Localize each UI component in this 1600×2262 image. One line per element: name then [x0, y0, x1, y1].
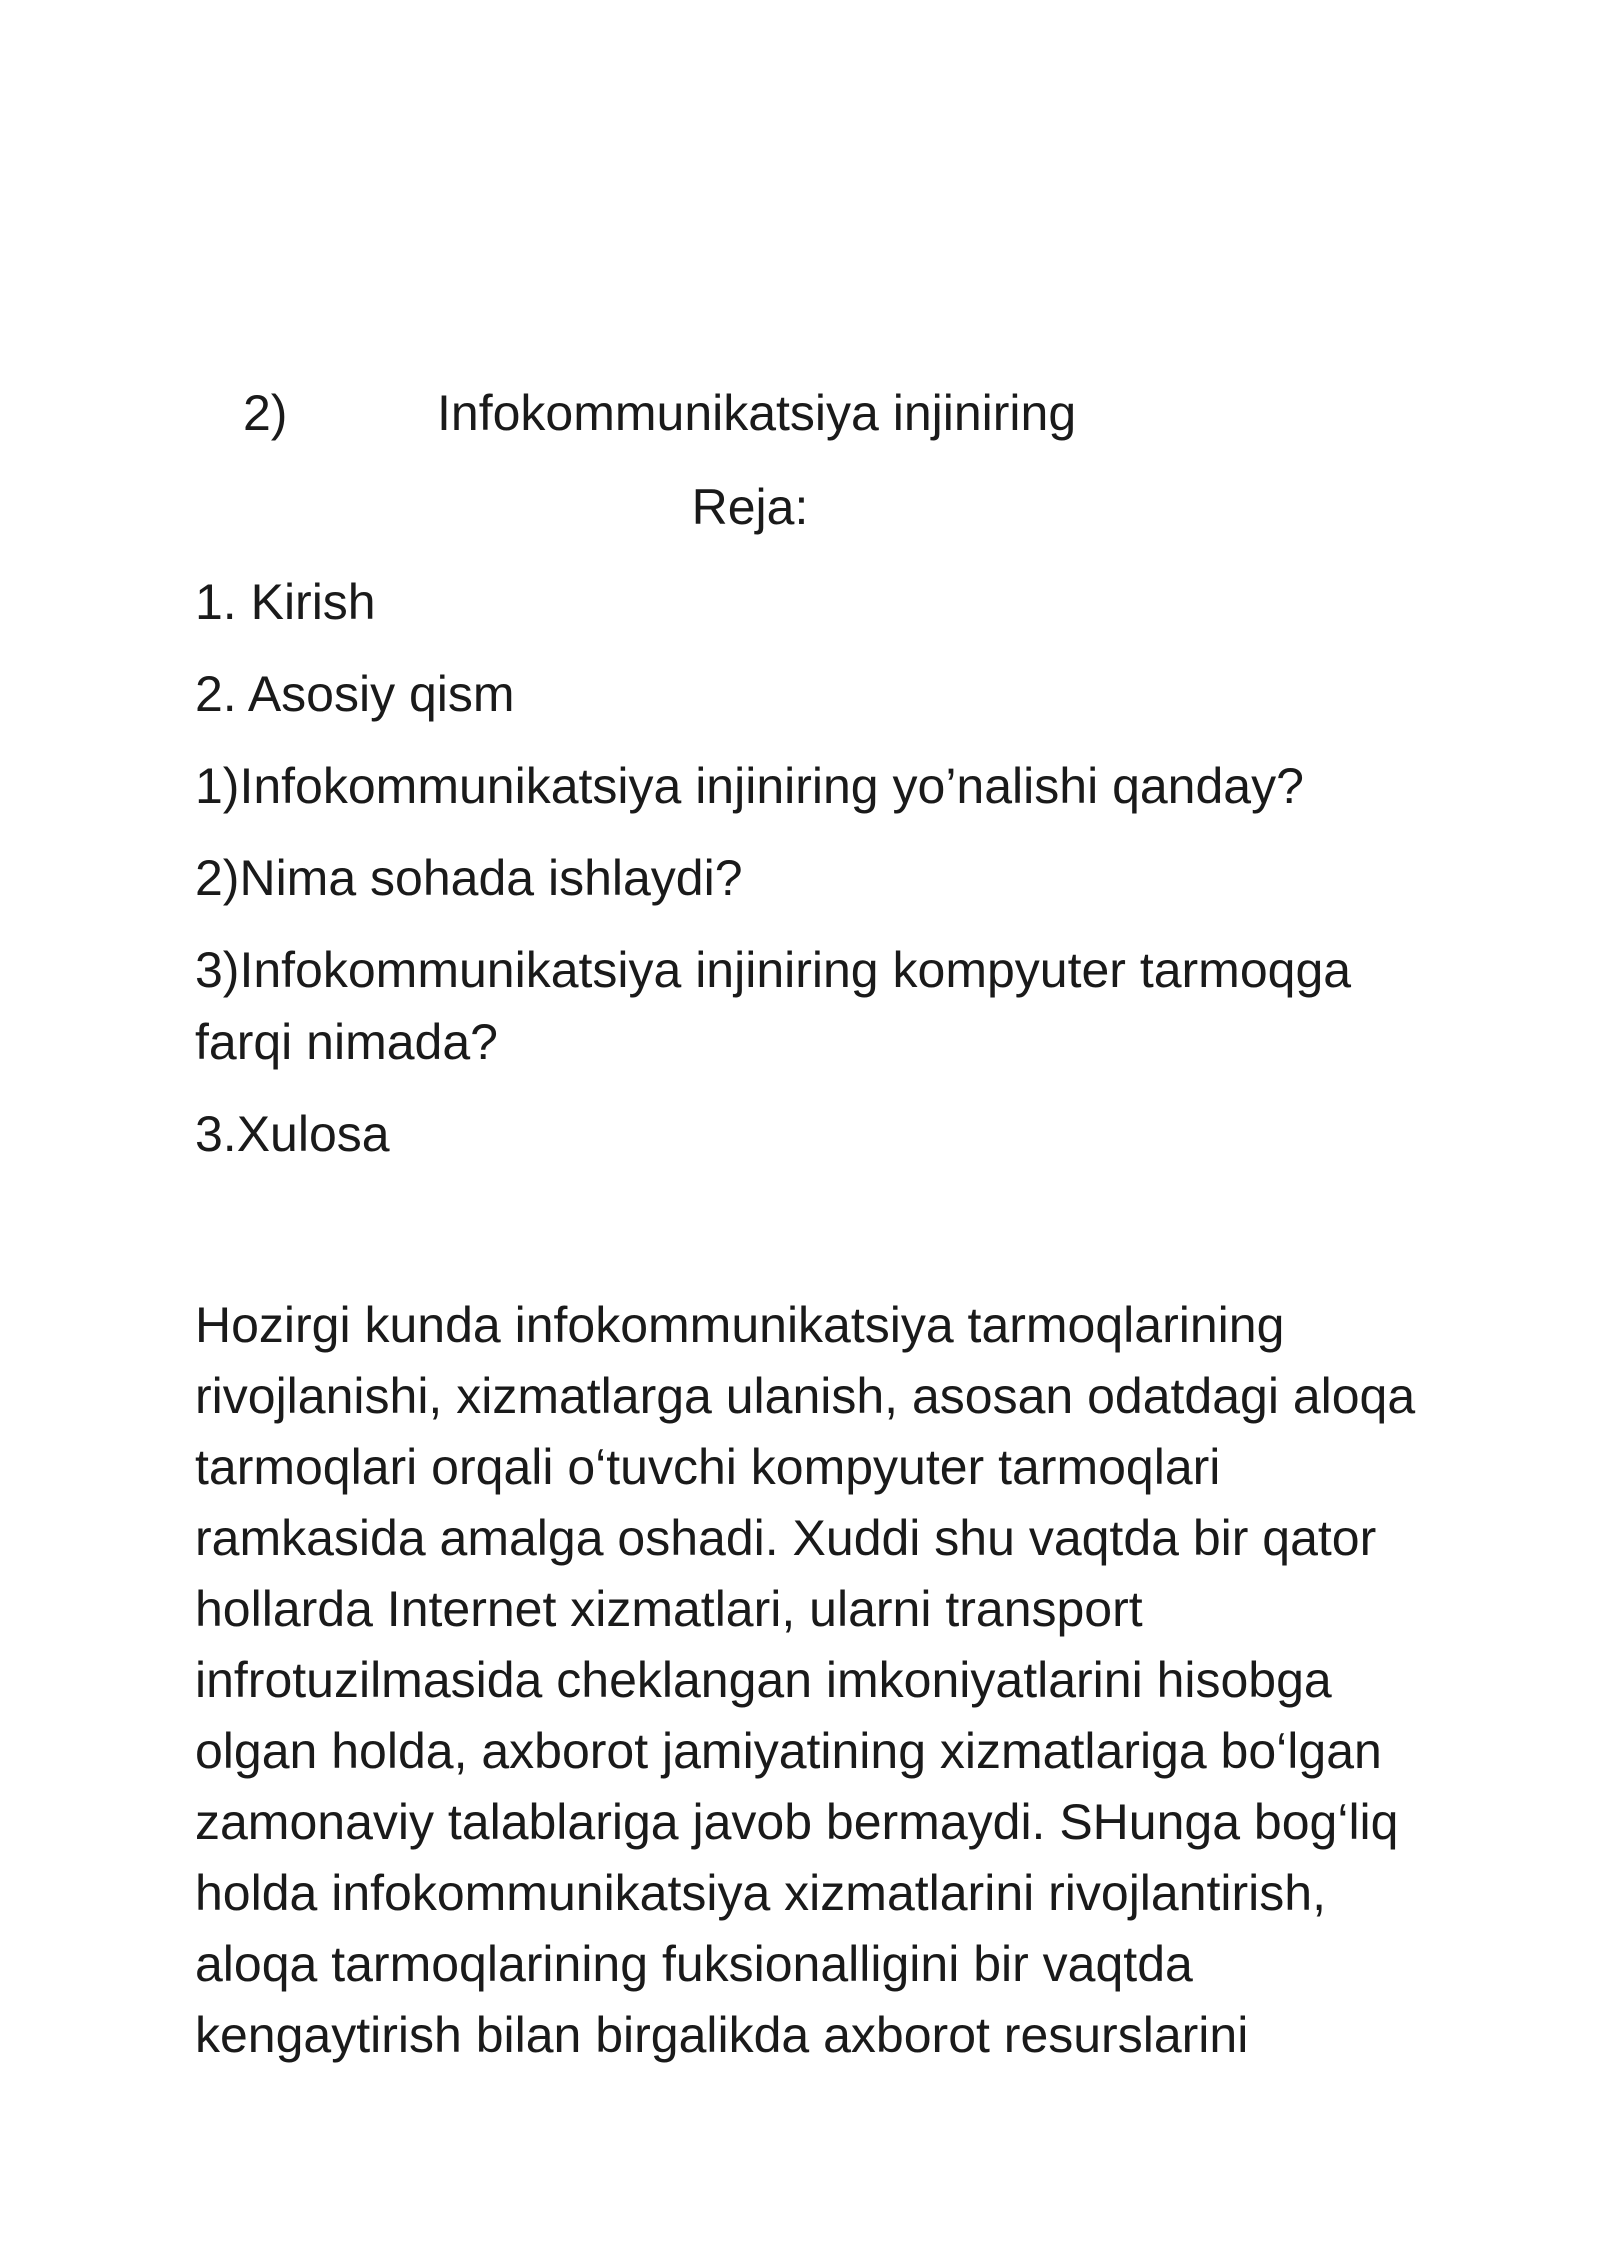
paragraph-line: infrotuzilmasida cheklangan imkoniyatlarini hisobga: [195, 1652, 1332, 1708]
heading-title: Infokommunikatsiya injiniring: [437, 385, 1077, 441]
plan-item-conclusion: 3.Xulosa: [195, 1106, 390, 1162]
plan-label: Reja:: [691, 479, 809, 535]
plan-subitem-2: 2)Nima sohada ishlaydi?: [195, 850, 743, 906]
plan-subitem-3-continued: farqi nimada?: [195, 1014, 498, 1070]
paragraph-line: kengaytirish bilan birgalikda axborot resurslarini: [195, 2007, 1249, 2063]
paragraph-line: hollarda Internet xizmatlari, ularni transport: [195, 1581, 1143, 1637]
paragraph-line: tarmoqlari orqali o‘tuvchi kompyuter tarmoqlari: [195, 1439, 1221, 1495]
plan-subitem-3: 3)Infokommunikatsiya injiniring kompyuter tarmoqga: [195, 942, 1352, 998]
paragraph-line: rivojlanishi, xizmatlarga ulanish, asosan odatdagi aloqa: [195, 1368, 1416, 1424]
paragraph-line: aloqa tarmoqlarining fuksionalligini bir vaqtda: [195, 1936, 1193, 1992]
paragraph-line: holda infokommunikatsiya xizmatlarini rivojlantirish,: [195, 1865, 1326, 1921]
plan-subitem-1: 1)Infokommunikatsiya injiniring yo’nalishi qanday?: [195, 758, 1304, 814]
plan-item-main-part: 2. Asosiy qism: [195, 666, 515, 722]
paragraph-line: Hozirgi kunda infokommunikatsiya tarmoqlarining: [195, 1297, 1285, 1353]
plan-item-intro: 1. Kirish: [195, 574, 376, 630]
body-paragraph: [195, 1290, 1455, 2071]
heading-number: 2): [243, 385, 288, 441]
paragraph-line: olgan holda, axborot jamiyatining xizmatlariga bo‘lgan: [195, 1723, 1382, 1779]
paragraph-line: ramkasida amalga oshadi. Xuddi shu vaqtda bir qator: [195, 1510, 1377, 1566]
paragraph-line: zamonaviy talablariga javob bermaydi. SHunga bog‘liq: [195, 1794, 1399, 1850]
